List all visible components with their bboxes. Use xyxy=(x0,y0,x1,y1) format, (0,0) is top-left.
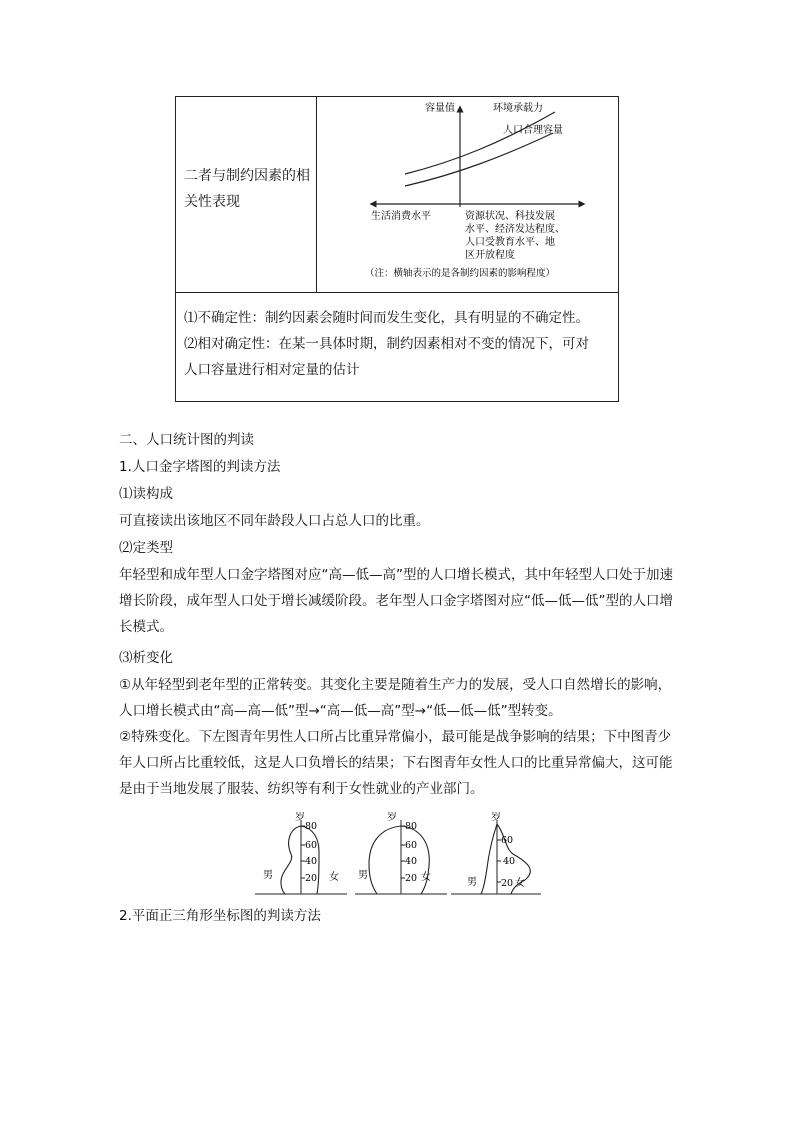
subheading-pyramid: 1.人口金字塔图的判读方法 xyxy=(119,459,281,475)
pyramid-right xyxy=(451,812,543,898)
subheading-triangle: 2.平面正三角形坐标图的判读方法 xyxy=(119,908,321,924)
section-title: 二、人口统计图的判读 xyxy=(119,432,254,448)
tick-40: 40 xyxy=(503,856,516,867)
relative-certainty-line: ⑵相对确定性：在某一具体时期，制约因素相对不变的情况下，可对 xyxy=(184,336,589,352)
paragraph-type: 年轻型和成年型人口金字塔图对应“高—低—高”型的人口增长模式，其中年轻型人口处于加速增长阶段，成年型人口处于增长减缓阶段。老年型人口金字塔图对应“低—低—低”型的人口增长模式。 xyxy=(119,567,673,635)
right-axis-line-1: 资源状况、科技发展 xyxy=(465,211,555,222)
tick-80: 80 xyxy=(305,821,318,832)
uncertainty-line: ⑴不确定性：制约因素会随时间而发生变化，具有明显的不确定性。 xyxy=(184,310,589,326)
capacity-diagram xyxy=(317,97,619,292)
female-label: 女 xyxy=(329,872,339,883)
female-label: 女 xyxy=(515,878,525,889)
tick-60: 60 xyxy=(405,840,418,851)
male-label: 男 xyxy=(263,870,273,881)
curve-upper-label: 环境承载力 xyxy=(493,103,543,114)
y-axis-label: 容量值 xyxy=(425,103,455,114)
diagram-note: （注：横轴表示的是各制约因素的影响程度） xyxy=(365,268,556,279)
pyramid-left xyxy=(255,812,347,898)
right-axis-line-4: 区开放程度 xyxy=(465,250,515,261)
tick-20: 20 xyxy=(501,878,514,889)
age-label: 岁 xyxy=(295,812,305,823)
step-read-composition: ⑴读构成 xyxy=(119,486,173,502)
tick-60: 60 xyxy=(305,840,318,851)
table-row-divider xyxy=(176,292,618,293)
step-determine-type: ⑵定类型 xyxy=(119,540,173,556)
tick-20: 20 xyxy=(305,873,318,884)
paragraph-special-change: ②特殊变化。下左图青年男性人口所占比重异常偏小，最可能是战争影响的结果；下中图青少年人口所占比重较低，这是人口负增长的结果；下右图青年女性人口的比重异常偏大，这可能是由于当地发展了服装、纺织等有利于女性就业的产业部门。 xyxy=(119,729,673,797)
curve-reasonable-capacity xyxy=(405,133,553,186)
age-label: 岁 xyxy=(387,812,397,823)
tick-60: 60 xyxy=(501,835,514,846)
tick-40: 40 xyxy=(405,856,418,867)
capacity-table xyxy=(175,96,619,402)
male-label: 男 xyxy=(467,877,477,888)
female-label: 女 xyxy=(421,872,431,883)
table-bottom-cell xyxy=(184,305,612,383)
tick-40: 40 xyxy=(305,856,318,867)
curve-lower-label: 人口合理容量 xyxy=(503,125,563,136)
relative-certainty-line-cont: 人口容量进行相对定量的估计 xyxy=(184,362,360,378)
paragraph-composition: 可直接读出该地区不同年龄段人口占总人口的比重。 xyxy=(119,513,430,529)
step-analyze-change: ⑶析变化 xyxy=(119,650,173,666)
left-axis-label: 生活消费水平 xyxy=(371,211,431,222)
right-axis-line-3: 人口受教育水平、地 xyxy=(465,237,555,248)
pyramid-middle xyxy=(355,812,447,898)
male-label: 男 xyxy=(358,870,368,881)
paragraph-normal-change: ①从年轻型到老年型的正常转变。其变化主要是随着生产力的发展，受人口自然增长的影响，人口增长模式由“高—高—低”型→“高—低—高”型→“低—低—低”型转变。 xyxy=(119,677,672,719)
age-label: 岁 xyxy=(491,812,501,823)
tick-20: 20 xyxy=(405,873,418,884)
right-axis-line-2: 水平、经济发达程度、 xyxy=(465,224,565,235)
table-left-label: 二者与制约因素的相关性表现 xyxy=(184,168,310,210)
tick-80: 80 xyxy=(405,821,418,832)
